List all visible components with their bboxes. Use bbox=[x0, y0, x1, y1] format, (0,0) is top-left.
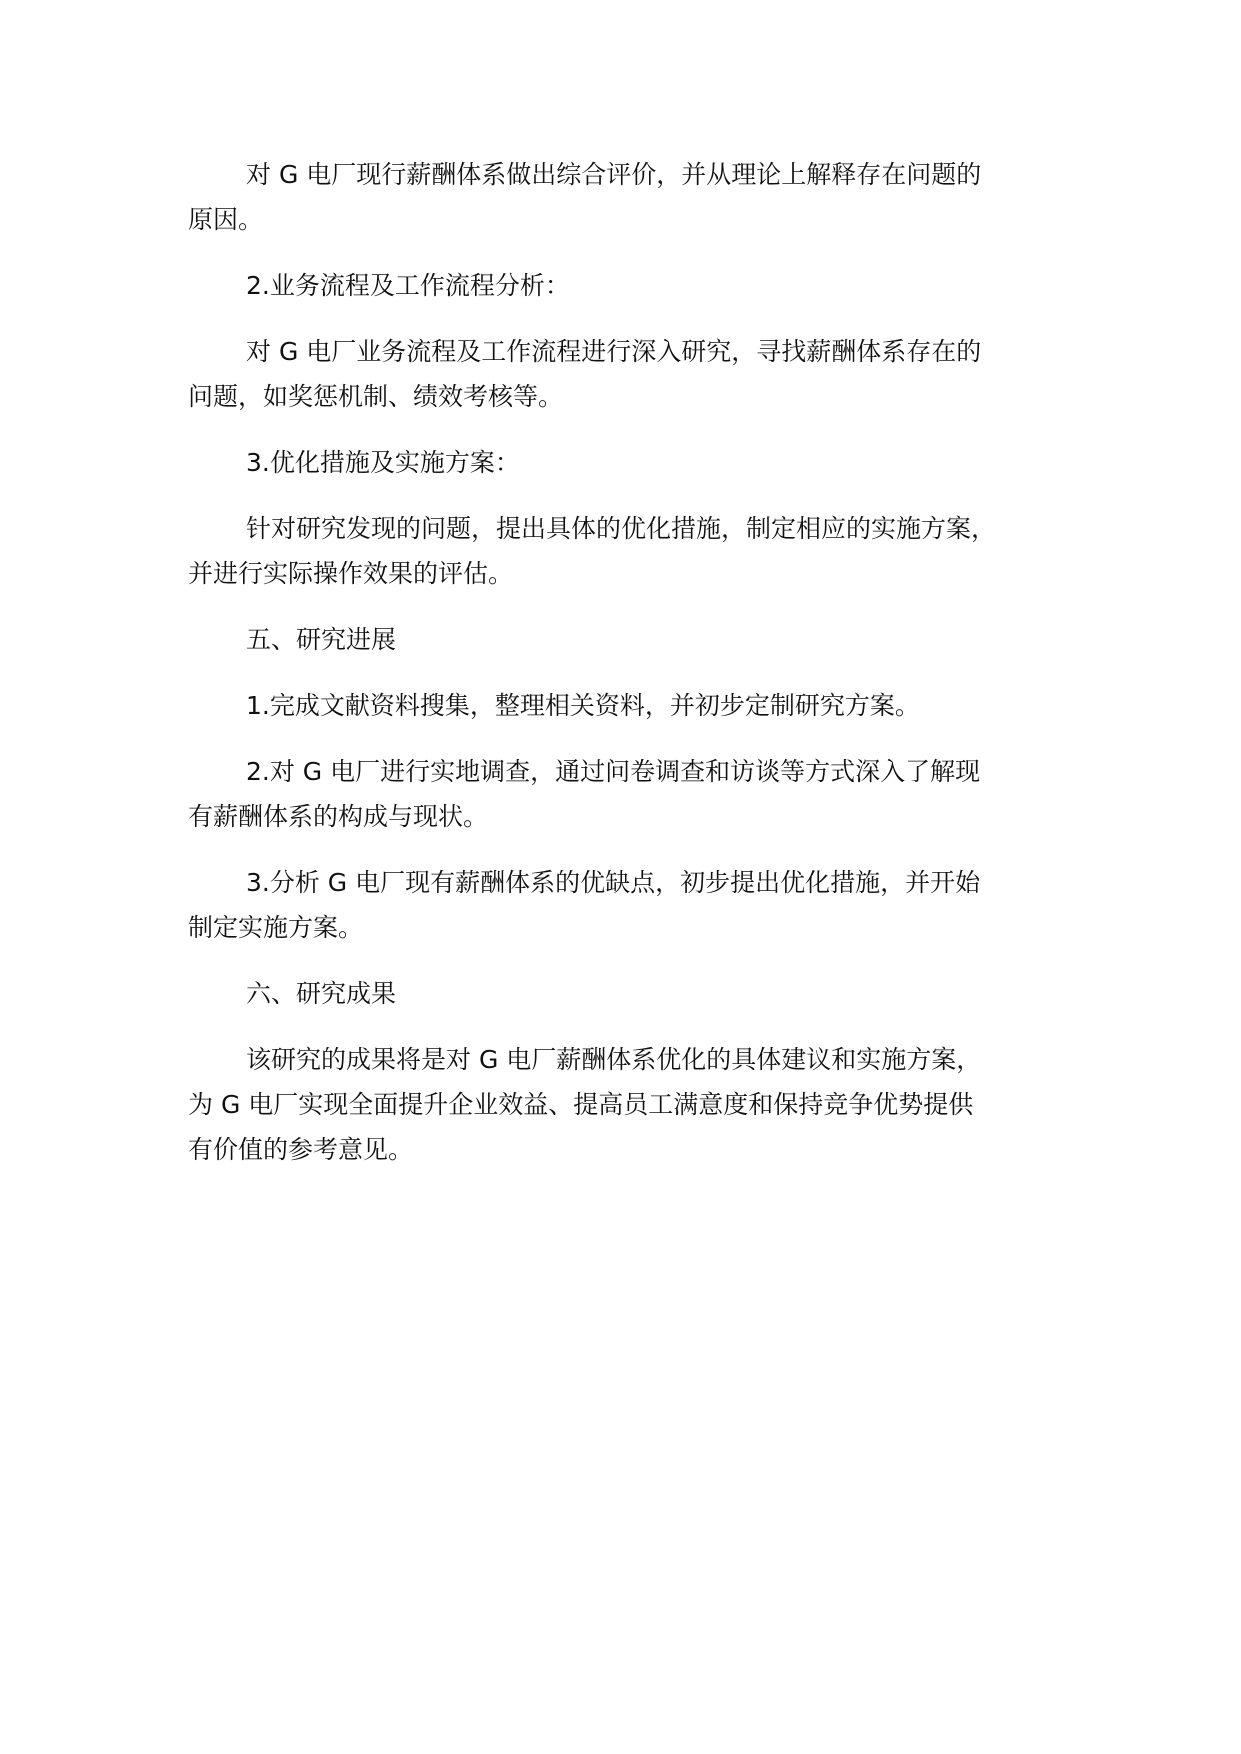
paragraph-line: 对 G 电厂现行薪酬体系做出综合评价，并从理论上解释存在问题的 bbox=[246, 160, 982, 189]
paragraph-line: 五、研究进展 bbox=[246, 625, 397, 654]
section-heading-results bbox=[188, 971, 1088, 1016]
paragraph-line: 原因。 bbox=[188, 205, 264, 234]
paragraph-line: 3.优化措施及实施方案： bbox=[246, 448, 520, 477]
paragraph-progress-1 bbox=[188, 683, 1088, 728]
paragraph-line: 有价值的参考意见。 bbox=[188, 1135, 414, 1164]
paragraph-line: 该研究的成果将是对 G 电厂薪酬体系优化的具体建议和实施方案， bbox=[246, 1045, 982, 1074]
paragraph-process-research bbox=[188, 329, 1088, 419]
paragraph-evaluation bbox=[188, 152, 1088, 242]
paragraph-line: 2.对 G 电厂进行实地调查，通过问卷调查和访谈等方式深入了解现 bbox=[246, 757, 981, 786]
document-body bbox=[188, 152, 1088, 1193]
paragraph-line: 1.完成文献资料搜集，整理相关资料，并初步定制研究方案。 bbox=[246, 691, 920, 720]
paragraph-optimization-measures bbox=[188, 506, 1088, 596]
section-heading-process-analysis bbox=[188, 263, 1088, 308]
paragraph-line: 针对研究发现的问题，提出具体的优化措施，制定相应的实施方案， bbox=[246, 514, 997, 543]
section-heading-progress bbox=[188, 617, 1088, 662]
paragraph-progress-3 bbox=[188, 860, 1088, 950]
paragraph-line: 问题，如奖惩机制、绩效考核等。 bbox=[188, 382, 564, 411]
section-heading-optimization bbox=[188, 440, 1088, 485]
paragraph-line: 为 G 电厂实现全面提升企业效益、提高员工满意度和保持竞争优势提供 bbox=[188, 1090, 974, 1119]
paragraph-results bbox=[188, 1037, 1088, 1172]
paragraph-line: 有薪酬体系的构成与现状。 bbox=[188, 802, 489, 831]
paragraph-line: 并进行实际操作效果的评估。 bbox=[188, 559, 514, 588]
paragraph-line: 对 G 电厂业务流程及工作流程进行深入研究，寻找薪酬体系存在的 bbox=[246, 337, 982, 366]
paragraph-line: 3.分析 G 电厂现有薪酬体系的优缺点，初步提出优化措施，并开始 bbox=[246, 868, 981, 897]
paragraph-line: 六、研究成果 bbox=[246, 979, 397, 1008]
paragraph-line: 制定实施方案。 bbox=[188, 913, 364, 942]
paragraph-progress-2 bbox=[188, 749, 1088, 839]
paragraph-line: 2.业务流程及工作流程分析： bbox=[246, 271, 570, 300]
